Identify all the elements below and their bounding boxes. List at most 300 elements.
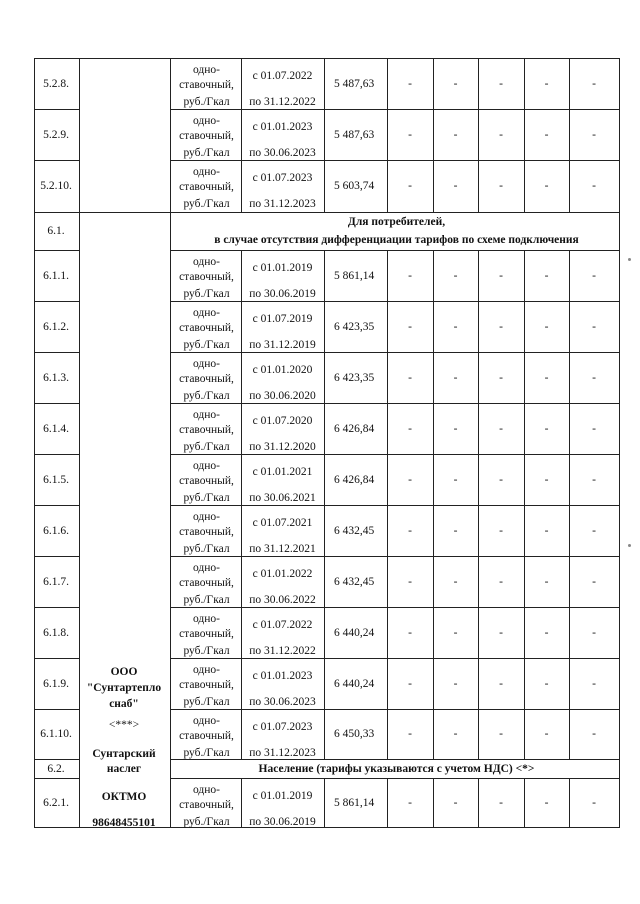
tariff-type-line: ставочный, bbox=[179, 628, 234, 640]
tariff-dash: - bbox=[544, 180, 549, 192]
period-end: по 30.06.2022 bbox=[249, 594, 316, 606]
table-vertical-line bbox=[241, 301, 242, 353]
tariff-dash: - bbox=[408, 128, 412, 141]
table-horizontal-line bbox=[34, 607, 80, 608]
table-horizontal-line bbox=[34, 403, 80, 404]
tariff-type-line: одно- bbox=[192, 562, 221, 574]
tariff-type-line: одно- bbox=[192, 613, 221, 625]
tariff-value: 6 440,24 bbox=[334, 677, 375, 690]
tariff-dash: - bbox=[408, 473, 412, 486]
row-number: 6.1.9. bbox=[43, 677, 69, 690]
period-end: по 31.12.2021 bbox=[249, 543, 316, 555]
table-vertical-line bbox=[524, 709, 525, 760]
tariff-type-line: одно- bbox=[192, 409, 221, 421]
tariff-value: 5 487,63 bbox=[334, 128, 375, 141]
table-vertical-line bbox=[569, 58, 570, 110]
table-vertical-line bbox=[569, 778, 570, 828]
tariff-type-line: ставочный, bbox=[179, 577, 234, 589]
row-number: 5.2.9. bbox=[43, 128, 69, 141]
settlement-name: Сунтарский bbox=[92, 748, 156, 760]
row-number: 6.1.4. bbox=[43, 422, 69, 435]
section-heading: в случае отсутствия дифференциации тарифов по схеме подключения bbox=[214, 234, 579, 246]
table-vertical-line bbox=[433, 454, 434, 506]
table-vertical-line bbox=[324, 556, 325, 608]
table-vertical-line bbox=[569, 160, 570, 213]
table-vertical-line bbox=[569, 454, 570, 506]
table-vertical-line bbox=[524, 58, 525, 110]
table-vertical-line bbox=[524, 778, 525, 828]
tariff-type-line: ставочный, bbox=[179, 79, 234, 91]
organization-name-line: снаб" bbox=[109, 698, 139, 710]
tariff-value: 6 450,33 bbox=[334, 728, 375, 740]
period-end: по 31.12.2023 bbox=[249, 198, 316, 210]
tariff-type-line: руб./Гкал bbox=[183, 696, 230, 708]
table-vertical-line bbox=[324, 607, 325, 659]
tariff-dash: - bbox=[544, 728, 549, 740]
tariff-dash: - bbox=[499, 422, 503, 435]
tariff-type-line: руб./Гкал bbox=[183, 288, 230, 300]
table-vertical-line bbox=[241, 403, 242, 455]
table-vertical-line bbox=[524, 556, 525, 608]
table-vertical-line bbox=[324, 658, 325, 710]
period-end: по 30.06.2019 bbox=[249, 816, 316, 828]
table-horizontal-line bbox=[170, 759, 620, 760]
table-vertical-line bbox=[241, 454, 242, 506]
row-number: 6.1.3. bbox=[43, 371, 69, 384]
table-vertical-line bbox=[524, 505, 525, 557]
tariff-dash: - bbox=[592, 77, 596, 90]
table-vertical-line bbox=[79, 58, 80, 828]
tariff-type-line: ставочный, bbox=[179, 130, 234, 142]
period-start: с 01.01.2021 bbox=[252, 466, 313, 478]
tariff-type-line: руб./Гкал bbox=[183, 441, 230, 453]
period-end: по 30.06.2020 bbox=[249, 390, 316, 402]
tariff-dash: - bbox=[453, 728, 458, 740]
tariff-dash: - bbox=[592, 473, 596, 486]
table-horizontal-line bbox=[170, 658, 620, 659]
table-vertical-line bbox=[478, 250, 479, 302]
tariff-dash: - bbox=[453, 128, 458, 141]
tariff-dash: - bbox=[544, 77, 549, 90]
tariff-type-line: ставочный, bbox=[179, 526, 234, 538]
table-vertical-line bbox=[324, 403, 325, 455]
table-vertical-line bbox=[170, 58, 171, 828]
table-vertical-line bbox=[433, 160, 434, 213]
table-vertical-line bbox=[524, 160, 525, 213]
tariff-type-line: одно- bbox=[192, 511, 221, 523]
tariff-dash: - bbox=[453, 320, 458, 333]
table-vertical-line bbox=[387, 58, 388, 110]
tariff-dash: - bbox=[544, 473, 549, 486]
period-start: с 01.01.2023 bbox=[252, 121, 313, 133]
period-end: по 30.06.2021 bbox=[249, 492, 316, 504]
period-end: по 31.12.2022 bbox=[249, 645, 316, 657]
period-start: с 01.07.2023 bbox=[252, 721, 313, 733]
tariff-type-line: руб./Гкал bbox=[183, 198, 230, 210]
table-vertical-line bbox=[387, 250, 388, 302]
table-vertical-line bbox=[324, 250, 325, 302]
tariff-type-line: одно- bbox=[192, 166, 221, 178]
table-vertical-line bbox=[387, 454, 388, 506]
table-vertical-line bbox=[241, 505, 242, 557]
tariff-dash: - bbox=[408, 180, 412, 192]
table-vertical-line bbox=[324, 778, 325, 828]
tariff-dash: - bbox=[408, 320, 412, 333]
table-vertical-line bbox=[478, 778, 479, 828]
table-horizontal-line bbox=[79, 58, 170, 59]
tariff-type-line: руб./Гкал bbox=[183, 645, 230, 657]
oktmo-label: ОКТМО bbox=[101, 791, 147, 803]
table-vertical-line bbox=[433, 658, 434, 710]
table-vertical-line bbox=[324, 109, 325, 161]
tariff-dash: - bbox=[499, 575, 503, 588]
tariff-dash: - bbox=[453, 626, 458, 639]
table-vertical-line bbox=[478, 109, 479, 161]
period-start: с 01.07.2022 bbox=[252, 70, 313, 82]
tariff-dash: - bbox=[408, 796, 412, 809]
footnote-marker: <***> bbox=[108, 719, 140, 731]
tariff-dash: - bbox=[499, 269, 503, 282]
tariff-type-line: одно- bbox=[192, 715, 221, 727]
period-end: по 31.12.2020 bbox=[249, 441, 316, 453]
table-horizontal-line bbox=[170, 212, 620, 213]
tariff-dash: - bbox=[453, 473, 458, 486]
table-vertical-line bbox=[241, 109, 242, 161]
table-horizontal-line bbox=[170, 352, 620, 353]
tariff-type-line: одно- bbox=[192, 784, 221, 796]
table-vertical-line bbox=[324, 352, 325, 404]
tariff-type-line: одно- bbox=[192, 358, 221, 370]
table-horizontal-line bbox=[34, 301, 80, 302]
table-vertical-line bbox=[34, 58, 35, 828]
tariff-dash: - bbox=[408, 626, 412, 639]
table-vertical-line bbox=[433, 556, 434, 608]
tariff-value: 5 861,14 bbox=[334, 269, 375, 282]
tariff-dash: - bbox=[544, 422, 549, 435]
table-vertical-line bbox=[387, 505, 388, 557]
tariff-dash: - bbox=[499, 128, 503, 141]
table-vertical-line bbox=[241, 556, 242, 608]
period-start: с 01.01.2019 bbox=[252, 262, 313, 274]
tariff-type-line: одно- bbox=[192, 256, 221, 268]
tariff-value: 6 432,45 bbox=[334, 575, 375, 588]
table-horizontal-line bbox=[34, 556, 80, 557]
tariff-value: 5 861,14 bbox=[334, 796, 375, 809]
table-vertical-line bbox=[524, 454, 525, 506]
period-start: с 01.01.2019 bbox=[252, 790, 313, 802]
table-vertical-line bbox=[524, 352, 525, 404]
table-horizontal-line bbox=[170, 160, 620, 161]
table-vertical-line bbox=[478, 658, 479, 710]
table-vertical-line bbox=[524, 301, 525, 353]
table-vertical-line bbox=[324, 160, 325, 213]
table-vertical-line bbox=[433, 778, 434, 828]
tariff-dash: - bbox=[499, 180, 503, 192]
tariff-dash: - bbox=[592, 677, 596, 690]
scan-speck bbox=[628, 258, 631, 261]
tariff-type-line: одно- bbox=[192, 664, 221, 676]
table-horizontal-line bbox=[34, 759, 80, 760]
table-vertical-line bbox=[569, 109, 570, 161]
table-horizontal-line bbox=[34, 250, 80, 251]
tariff-dash: - bbox=[592, 626, 596, 639]
table-horizontal-line bbox=[170, 607, 620, 608]
table-vertical-line bbox=[324, 709, 325, 760]
table-vertical-line bbox=[433, 109, 434, 161]
organization-name-line: ООО bbox=[110, 666, 138, 678]
tariff-dash: - bbox=[499, 677, 503, 690]
tariff-type-line: ставочный, bbox=[179, 679, 234, 691]
table-vertical-line bbox=[478, 607, 479, 659]
table-vertical-line bbox=[387, 109, 388, 161]
tariff-type-line: руб./Гкал bbox=[183, 390, 230, 402]
tariff-type-line: руб./Гкал bbox=[183, 96, 230, 108]
tariff-value: 6 423,35 bbox=[334, 371, 375, 384]
table-vertical-line bbox=[433, 58, 434, 110]
tariff-type-line: руб./Гкал bbox=[183, 339, 230, 351]
table-vertical-line bbox=[241, 607, 242, 659]
row-number: 6.1.10. bbox=[40, 728, 72, 740]
table-vertical-line bbox=[433, 709, 434, 760]
table-vertical-line bbox=[324, 454, 325, 506]
table-vertical-line bbox=[241, 58, 242, 110]
table-vertical-line bbox=[478, 403, 479, 455]
table-vertical-line bbox=[241, 250, 242, 302]
table-vertical-line bbox=[478, 709, 479, 760]
table-horizontal-line bbox=[34, 709, 80, 710]
table-vertical-line bbox=[241, 778, 242, 828]
period-start: с 01.07.2019 bbox=[252, 313, 313, 325]
tariff-type-line: ставочный, bbox=[179, 730, 234, 742]
tariff-type-line: одно- bbox=[192, 460, 221, 472]
table-vertical-line bbox=[569, 403, 570, 455]
period-end: по 31.12.2019 bbox=[249, 339, 316, 351]
tariff-dash: - bbox=[544, 320, 549, 333]
table-horizontal-line bbox=[34, 58, 80, 59]
table-vertical-line bbox=[433, 352, 434, 404]
table-vertical-line bbox=[478, 556, 479, 608]
tariff-dash: - bbox=[544, 677, 549, 690]
settlement-name: наслег bbox=[106, 763, 142, 775]
table-horizontal-line bbox=[34, 212, 80, 213]
tariff-value: 6 426,84 bbox=[334, 473, 375, 486]
table-vertical-line bbox=[387, 301, 388, 353]
row-number: 6.2. bbox=[47, 762, 65, 775]
tariff-dash: - bbox=[592, 422, 596, 435]
tariff-dash: - bbox=[408, 422, 412, 435]
table-horizontal-line bbox=[170, 454, 620, 455]
table-horizontal-line bbox=[34, 658, 80, 659]
table-horizontal-line bbox=[170, 778, 620, 779]
table-vertical-line bbox=[569, 658, 570, 710]
tariff-type-line: ставочный, bbox=[179, 475, 234, 487]
tariff-dash: - bbox=[592, 796, 596, 809]
table-horizontal-line bbox=[34, 109, 80, 110]
section-heading: Население (тарифы указываются с учетом НДС) <*> bbox=[258, 763, 535, 775]
tariff-value: 6 426,84 bbox=[334, 422, 375, 435]
table-vertical-line bbox=[387, 658, 388, 710]
table-vertical-line bbox=[524, 607, 525, 659]
period-start: с 01.07.2022 bbox=[252, 619, 313, 631]
scan-speck bbox=[628, 544, 631, 547]
table-horizontal-line bbox=[170, 709, 620, 710]
tariff-type-line: ставочный, bbox=[179, 799, 234, 811]
row-number: 6.1.2. bbox=[43, 320, 69, 333]
tariff-type-line: руб./Гкал bbox=[183, 492, 230, 504]
table-vertical-line bbox=[478, 58, 479, 110]
table-horizontal-line bbox=[79, 212, 170, 213]
tariff-dash: - bbox=[408, 728, 412, 740]
period-start: с 01.07.2020 bbox=[252, 415, 313, 427]
period-end: по 30.06.2019 bbox=[249, 288, 316, 300]
period-end: по 30.06.2023 bbox=[249, 147, 316, 159]
tariff-dash: - bbox=[592, 128, 596, 141]
tariff-dash: - bbox=[453, 796, 458, 809]
tariff-dash: - bbox=[499, 626, 503, 639]
tariff-value: 5 487,63 bbox=[334, 77, 375, 90]
tariff-dash: - bbox=[544, 269, 549, 282]
tariff-dash: - bbox=[592, 728, 596, 740]
table-vertical-line bbox=[387, 403, 388, 455]
table-horizontal-line bbox=[170, 556, 620, 557]
tariff-dash: - bbox=[408, 269, 412, 282]
section-heading: Для потребителей, bbox=[347, 216, 446, 228]
table-vertical-line bbox=[433, 505, 434, 557]
organization-name-line: "Сунтартепло bbox=[86, 682, 162, 694]
tariff-type-line: ставочный, bbox=[179, 322, 234, 334]
table-vertical-line bbox=[433, 301, 434, 353]
table-vertical-line bbox=[569, 709, 570, 760]
tariff-dash: - bbox=[544, 371, 549, 384]
tariff-dash: - bbox=[544, 626, 549, 639]
tariff-dash: - bbox=[408, 677, 412, 690]
table-horizontal-line bbox=[34, 454, 80, 455]
table-vertical-line bbox=[524, 658, 525, 710]
tariff-dash: - bbox=[408, 77, 412, 90]
tariff-dash: - bbox=[592, 524, 596, 537]
table-vertical-line bbox=[569, 352, 570, 404]
table-vertical-line bbox=[241, 658, 242, 710]
period-start: с 01.07.2021 bbox=[252, 517, 313, 529]
period-end: по 31.12.2023 bbox=[249, 747, 316, 759]
tariff-dash: - bbox=[499, 77, 503, 90]
table-vertical-line bbox=[324, 301, 325, 353]
tariff-type-line: руб./Гкал bbox=[183, 747, 230, 759]
table-vertical-line bbox=[387, 352, 388, 404]
tariff-type-line: одно- bbox=[192, 64, 221, 76]
tariff-dash: - bbox=[408, 575, 412, 588]
tariff-dash: - bbox=[499, 473, 503, 486]
table-vertical-line bbox=[387, 556, 388, 608]
tariff-dash: - bbox=[453, 269, 458, 282]
tariff-dash: - bbox=[408, 524, 412, 537]
row-number: 6.1.8. bbox=[43, 626, 69, 639]
tariff-dash: - bbox=[544, 575, 549, 588]
table-vertical-line bbox=[478, 160, 479, 213]
row-number: 6.1.5. bbox=[43, 473, 69, 486]
tariff-type-line: ставочный, bbox=[179, 373, 234, 385]
row-number: 6.1. bbox=[47, 225, 65, 237]
table-vertical-line bbox=[241, 352, 242, 404]
row-number: 6.1.1. bbox=[43, 269, 69, 282]
table-horizontal-line bbox=[34, 778, 80, 779]
tariff-dash: - bbox=[544, 796, 549, 809]
table-vertical-line bbox=[569, 301, 570, 353]
row-number: 6.1.7. bbox=[43, 575, 69, 588]
table-horizontal-line bbox=[170, 250, 620, 251]
oktmo-code: 98648455101 bbox=[92, 817, 156, 829]
table-vertical-line bbox=[387, 778, 388, 828]
tariff-dash: - bbox=[453, 371, 458, 384]
table-vertical-line bbox=[433, 607, 434, 659]
tariff-type-line: ставочный, bbox=[179, 424, 234, 436]
tariff-dash: - bbox=[453, 77, 458, 90]
period-end: по 30.06.2023 bbox=[249, 696, 316, 708]
table-vertical-line bbox=[478, 454, 479, 506]
tariff-type-line: руб./Гкал bbox=[183, 594, 230, 606]
tariff-dash: - bbox=[453, 422, 458, 435]
table-vertical-line bbox=[524, 250, 525, 302]
table-vertical-line bbox=[569, 505, 570, 557]
table-vertical-line bbox=[619, 58, 620, 828]
table-vertical-line bbox=[433, 403, 434, 455]
tariff-dash: - bbox=[592, 371, 596, 384]
period-start: с 01.01.2023 bbox=[252, 670, 313, 682]
table-vertical-line bbox=[478, 352, 479, 404]
table-vertical-line bbox=[569, 556, 570, 608]
period-start: с 01.07.2023 bbox=[252, 172, 313, 184]
table-vertical-line bbox=[524, 109, 525, 161]
tariff-dash: - bbox=[592, 269, 596, 282]
table-vertical-line bbox=[569, 607, 570, 659]
tariff-dash: - bbox=[499, 524, 503, 537]
period-start: с 01.01.2022 bbox=[252, 568, 313, 580]
tariff-value: 6 432,45 bbox=[334, 524, 375, 537]
tariff-type-line: руб./Гкал bbox=[183, 816, 230, 828]
tariff-dash: - bbox=[592, 180, 596, 192]
tariff-type-line: руб./Гкал bbox=[183, 543, 230, 555]
table-horizontal-line bbox=[170, 403, 620, 404]
table-vertical-line bbox=[569, 250, 570, 302]
table-vertical-line bbox=[324, 58, 325, 110]
table-vertical-line bbox=[478, 301, 479, 353]
table-horizontal-line bbox=[170, 301, 620, 302]
tariff-type-line: ставочный, bbox=[179, 271, 234, 283]
tariff-dash: - bbox=[499, 796, 503, 809]
tariff-dash: - bbox=[592, 320, 596, 333]
tariff-dash: - bbox=[453, 524, 458, 537]
row-number: 5.2.8. bbox=[43, 77, 69, 90]
period-end: по 31.12.2022 bbox=[249, 96, 316, 108]
table-horizontal-line bbox=[170, 109, 620, 110]
tariff-dash: - bbox=[499, 320, 503, 333]
tariff-dash: - bbox=[592, 575, 596, 588]
table-horizontal-line bbox=[34, 505, 80, 506]
table-vertical-line bbox=[387, 709, 388, 760]
tariff-dash: - bbox=[453, 677, 458, 690]
table-vertical-line bbox=[387, 160, 388, 213]
table-vertical-line bbox=[324, 505, 325, 557]
table-vertical-line bbox=[524, 403, 525, 455]
tariff-dash: - bbox=[544, 128, 549, 141]
tariff-type-line: руб./Гкал bbox=[183, 147, 230, 159]
tariff-dash: - bbox=[453, 575, 458, 588]
tariff-dash: - bbox=[408, 371, 412, 384]
table-vertical-line bbox=[241, 160, 242, 213]
tariff-type-line: одно- bbox=[192, 307, 221, 319]
table-vertical-line bbox=[433, 250, 434, 302]
row-number: 5.2.10. bbox=[40, 180, 72, 192]
